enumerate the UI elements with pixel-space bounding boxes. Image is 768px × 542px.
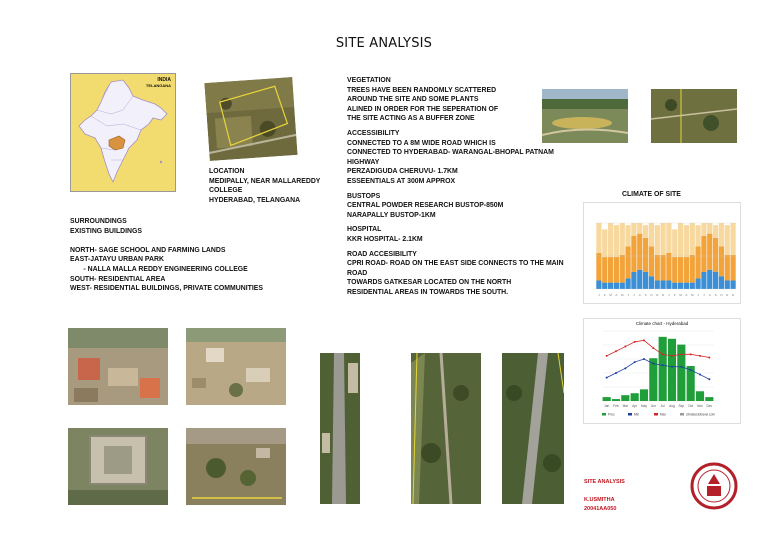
climate-chart-title: Climate chart - Hyderabad: [635, 321, 689, 326]
location-block: [209, 167, 320, 205]
chart1-bar: [608, 223, 613, 257]
chart2-prec-bar: [677, 345, 685, 401]
chart1-bar: [707, 223, 712, 234]
road-line: RESIDENTIAL AREAS IN TOWARDS THE SOUTH.: [347, 288, 509, 296]
chart1-bar: [666, 280, 671, 289]
chart2-tick-label: Jan: [604, 404, 610, 408]
accessibility-line: HIGHWAY: [347, 158, 380, 166]
location-line: MEDIPALLY, NEAR MALLAREDDY: [209, 177, 321, 185]
chart2-max-point: [680, 353, 682, 355]
surroundings-line: WEST- RESIDENTIAL BUILDINGS, PRIVATE COMMUNITIES: [70, 285, 263, 293]
chart1-bar: [725, 225, 730, 255]
chart1-tick-label: J: [627, 293, 629, 297]
chart2-legend-label: Prec: [608, 412, 615, 417]
chart1-bar: [678, 223, 683, 257]
chart2-prec-bar: [640, 389, 648, 401]
chart2-max-point: [634, 341, 636, 343]
chart1-bar: [637, 270, 642, 289]
chart2-max-point: [708, 356, 710, 358]
chart1-bar: [637, 234, 642, 270]
chart2-prec-bar: [621, 395, 629, 401]
chart1-bar: [672, 229, 677, 257]
surroundings-photo: [68, 428, 168, 505]
surroundings-line: EAST-JATAYU URBAN PARK: [70, 256, 164, 264]
road-photo: [411, 353, 481, 504]
location-heading: LOCATION: [209, 168, 245, 175]
vegetation-heading: VEGETATION: [347, 77, 391, 84]
map-country-label: INDIA: [157, 77, 171, 83]
chart1-bar: [730, 280, 735, 289]
bustops-heading: BUSTOPS: [347, 192, 381, 200]
vegetation-photo: [542, 89, 628, 143]
chart1-tick-label: A: [638, 293, 641, 297]
chart1-bar: [602, 257, 607, 283]
road-line: CPRI ROAD- ROAD ON THE EAST SIDE CONNECTS TO THE MAIN: [347, 260, 564, 268]
road-photo: [502, 353, 564, 504]
road-heading: ROAD ACCESIBILITY: [347, 250, 417, 258]
chart2-prec-bar: [705, 397, 713, 401]
chart2-min-point: [708, 378, 710, 380]
chart1-bar: [614, 225, 619, 257]
chart2-legend-label: Max: [660, 412, 667, 417]
vegetation-photo: [651, 89, 737, 143]
vegetation-line: THE SITE ACTING AS A BUFFER ZONE: [347, 115, 475, 123]
chart1-bar: [625, 225, 630, 246]
chart1-bar: [730, 255, 735, 281]
chart2-min-point: [690, 369, 692, 371]
chart1-bar: [655, 280, 660, 289]
chart2-legend-swatch: [628, 413, 632, 416]
chart1-bar: [713, 225, 718, 238]
india-map: [70, 73, 176, 192]
chart1-bar: [684, 225, 689, 257]
chart2-min-point: [699, 374, 701, 376]
chart2-legend-swatch: [602, 413, 606, 416]
chart1-bar: [608, 257, 613, 283]
chart1-bar: [690, 255, 695, 283]
accessibility-heading: ACCESSIBILITY: [347, 129, 400, 137]
chart1-bar: [695, 278, 700, 289]
chart1-bar: [643, 238, 648, 272]
chart1-bar: [707, 234, 712, 270]
surroundings-heading: SURROUNDINGS: [70, 218, 127, 225]
chart1-bar: [672, 257, 677, 283]
chart2-min-point: [643, 358, 645, 360]
chart1-bar: [701, 272, 706, 289]
chart2-prec-bar: [696, 391, 704, 401]
chart2-max-line: [607, 340, 710, 357]
chart2-tick-label: Apr: [632, 404, 638, 408]
chart2-legend-label: climatestotravel.com: [686, 412, 716, 417]
chart1-bar: [637, 223, 642, 234]
chart1-bar: [660, 280, 665, 289]
chart1-bar: [719, 276, 724, 289]
chart1-tick-label: N: [726, 293, 729, 297]
chart2-min-point: [652, 363, 654, 365]
chart2-min-point: [615, 372, 617, 374]
chart2-max-point: [615, 350, 617, 352]
chart2-prec-bar: [668, 339, 676, 401]
chart1-tick-label: D: [661, 293, 665, 297]
chart1-bar: [620, 223, 625, 255]
chart1-tick-label: M: [691, 293, 694, 297]
chart2-max-point: [671, 355, 673, 357]
chart2-tick-label: Feb: [613, 404, 619, 408]
chart2-tick-label: Dec: [706, 404, 713, 408]
chart1-bar: [684, 283, 689, 289]
climate-chart-hyderabad: [583, 318, 741, 424]
chart1-bar: [596, 223, 601, 253]
chart1-tick-label: O: [720, 293, 723, 297]
chart1-tick-label: O: [650, 293, 653, 297]
chart2-prec-bar: [631, 393, 639, 401]
accessibility-line: CONNECTED TO A 8M WIDE ROAD WHICH IS: [347, 139, 496, 147]
chart2-max-point: [652, 347, 654, 349]
chart1-bar: [678, 283, 683, 289]
road-line: TOWARDS GATKESAR LOCATED ON THE NORTH: [347, 279, 512, 287]
chart1-bar: [655, 225, 660, 255]
chart1-bar: [695, 225, 700, 246]
site-aerial-image: [204, 77, 297, 161]
chart1-bar: [625, 246, 630, 278]
chart2-max-point: [699, 355, 701, 357]
chart1-bar: [608, 283, 613, 289]
chart1-bar: [596, 280, 601, 289]
chart1-bar: [730, 223, 735, 255]
chart1-bar: [631, 236, 636, 272]
map-state-label: TELANGANA: [145, 83, 171, 88]
chart1-tick-label: J: [633, 293, 635, 297]
chart1-bar: [614, 257, 619, 283]
chart1-bar: [713, 238, 718, 272]
accessibility-line: ESSEENTIALS AT 300M APPROX: [347, 177, 456, 185]
location-line: COLLEGE: [209, 187, 243, 195]
chart1-tick-label: M: [609, 293, 612, 297]
bustops-line: CENTRAL POWDER RESEARCH BUSTOP-850M: [347, 202, 504, 210]
chart2-max-point: [606, 355, 608, 357]
chart1-tick-label: D: [731, 293, 735, 297]
chart1-bar: [678, 257, 683, 283]
chart1-bar: [620, 255, 625, 283]
accessibility-line: PERZADIGUDA CHERUVU- 1.7KM: [347, 168, 458, 176]
vegetation-line: ALINED IN ORDER FOR THE SEPERATION OF: [347, 105, 499, 113]
chart2-tick-label: Sep: [678, 404, 685, 408]
surroundings-line: NORTH- SAGE SCHOOL AND FARMING LANDS: [70, 246, 226, 254]
accessibility-line: CONNECTED TO HYDERABAD- WARANGAL-BHOPAL PATNAM: [347, 149, 554, 157]
chart1-bar: [614, 283, 619, 289]
sunshine-chart: [583, 202, 741, 304]
chart2-min-point: [606, 377, 608, 379]
chart1-bar: [666, 223, 671, 253]
chart2-tick-label: Jun: [650, 404, 656, 408]
road-photo: [320, 353, 360, 504]
road-line: ROAD: [347, 269, 368, 277]
chart1-tick-label: J: [697, 293, 699, 297]
chart1-bar: [690, 283, 695, 289]
chart1-tick-label: A: [685, 293, 688, 297]
chart2-tick-label: Jul: [660, 404, 665, 408]
chart2-min-point: [662, 364, 664, 366]
chart1-bar: [631, 272, 636, 289]
chart2-min-point: [680, 366, 682, 368]
chart1-bar: [684, 257, 689, 283]
page-title: SITE ANALYSIS: [335, 36, 433, 51]
chart2-tick-label: Oct: [688, 404, 694, 408]
surroundings-photo: [186, 428, 286, 505]
chart1-bar: [672, 283, 677, 289]
chart2-legend-swatch: [654, 413, 658, 416]
surroundings-sub: EXISTING BUILDINGS: [70, 227, 142, 235]
chart1-tick-label: J: [668, 293, 670, 297]
chart1-bar: [690, 223, 695, 255]
chart1-bar: [596, 253, 601, 281]
footer-id: 20041AA050: [584, 506, 617, 512]
chart2-legend-swatch: [680, 413, 684, 416]
vegetation-line: AROUND THE SITE AND SOME PLANTS: [347, 96, 479, 104]
surroundings-line: - NALLA MALLA REDDY ENGINEERING COLLEGE: [70, 265, 248, 273]
surroundings-line: SOUTH- RESIDENTIAL AREA: [70, 275, 166, 283]
college-logo: [690, 462, 738, 510]
chart2-max-point: [624, 346, 626, 348]
chart1-bar: [655, 255, 660, 281]
chart2-tick-label: Mar: [622, 404, 629, 408]
chart2-prec-bar: [612, 399, 620, 401]
analysis-text-column: [347, 76, 564, 297]
chart1-tick-label: A: [708, 293, 711, 297]
climate-heading: CLIMATE OF SITE: [622, 191, 681, 198]
chart1-tick-label: S: [714, 293, 717, 297]
chart1-bar: [707, 270, 712, 289]
bustops-line: NARAPALLY BUSTOP-1KM: [347, 211, 436, 219]
chart1-tick-label: F: [603, 293, 606, 297]
chart1-bar: [625, 278, 630, 289]
hospital-line: KKR HOSPITAL- 2.1KM: [347, 235, 423, 243]
chart1-bar: [701, 236, 706, 272]
chart2-min-point: [634, 361, 636, 363]
surroundings-block: [70, 217, 263, 294]
vegetation-line: TREES HAVE BEEN RANDOMLY SCATTERED: [347, 86, 497, 94]
chart2-max-point: [643, 339, 645, 341]
footer-name: K.USMITHA: [584, 497, 615, 503]
chart2-tick-label: Aug: [669, 404, 675, 408]
chart2-prec-bar: [659, 337, 667, 401]
chart1-bar: [649, 246, 654, 276]
hospital-heading: HOSPITAL: [347, 226, 382, 234]
chart1-bar: [602, 229, 607, 257]
chart1-tick-label: M: [621, 293, 624, 297]
chart1-bar: [719, 246, 724, 276]
chart1-bar: [713, 272, 718, 289]
chart1-bar: [660, 255, 665, 281]
chart1-bar: [701, 223, 706, 236]
chart1-bar: [660, 223, 665, 255]
chart1-tick-label: N: [656, 293, 659, 297]
chart1-tick-label: S: [644, 293, 647, 297]
chart1-bar: [719, 223, 724, 246]
chart1-bar: [631, 223, 636, 236]
chart1-bar: [643, 225, 648, 238]
chart1-bar: [649, 276, 654, 289]
chart2-min-point: [624, 367, 626, 369]
chart2-tick-label: Nov: [697, 404, 703, 408]
chart1-bar: [725, 255, 730, 281]
chart2-min-point: [671, 366, 673, 368]
chart1-tick-label: F: [673, 293, 676, 297]
chart2-max-point: [662, 353, 664, 355]
chart1-tick-label: A: [615, 293, 618, 297]
location-line: HYDERABAD, TELANGANA: [209, 196, 301, 204]
chart1-bar: [649, 223, 654, 246]
chart1-bar: [666, 253, 671, 281]
footer-label: SITE ANALYSIS: [584, 479, 625, 485]
chart1-tick-label: J: [703, 293, 705, 297]
chart1-bar: [620, 283, 625, 289]
chart1-bar: [725, 280, 730, 289]
chart2-prec-bar: [603, 397, 611, 401]
chart1-bar: [602, 283, 607, 289]
footer-block: [584, 478, 625, 514]
chart1-bar: [643, 272, 648, 289]
chart1-tick-label: M: [679, 293, 682, 297]
chart2-tick-label: May: [640, 404, 648, 408]
surroundings-photo: [186, 328, 286, 405]
chart2-legend-label: Min: [634, 412, 640, 417]
india-outline: [71, 74, 175, 191]
chart1-tick-label: J: [598, 293, 600, 297]
chart1-bar: [695, 246, 700, 278]
chart2-max-point: [690, 353, 692, 355]
surroundings-photo: [68, 328, 168, 405]
